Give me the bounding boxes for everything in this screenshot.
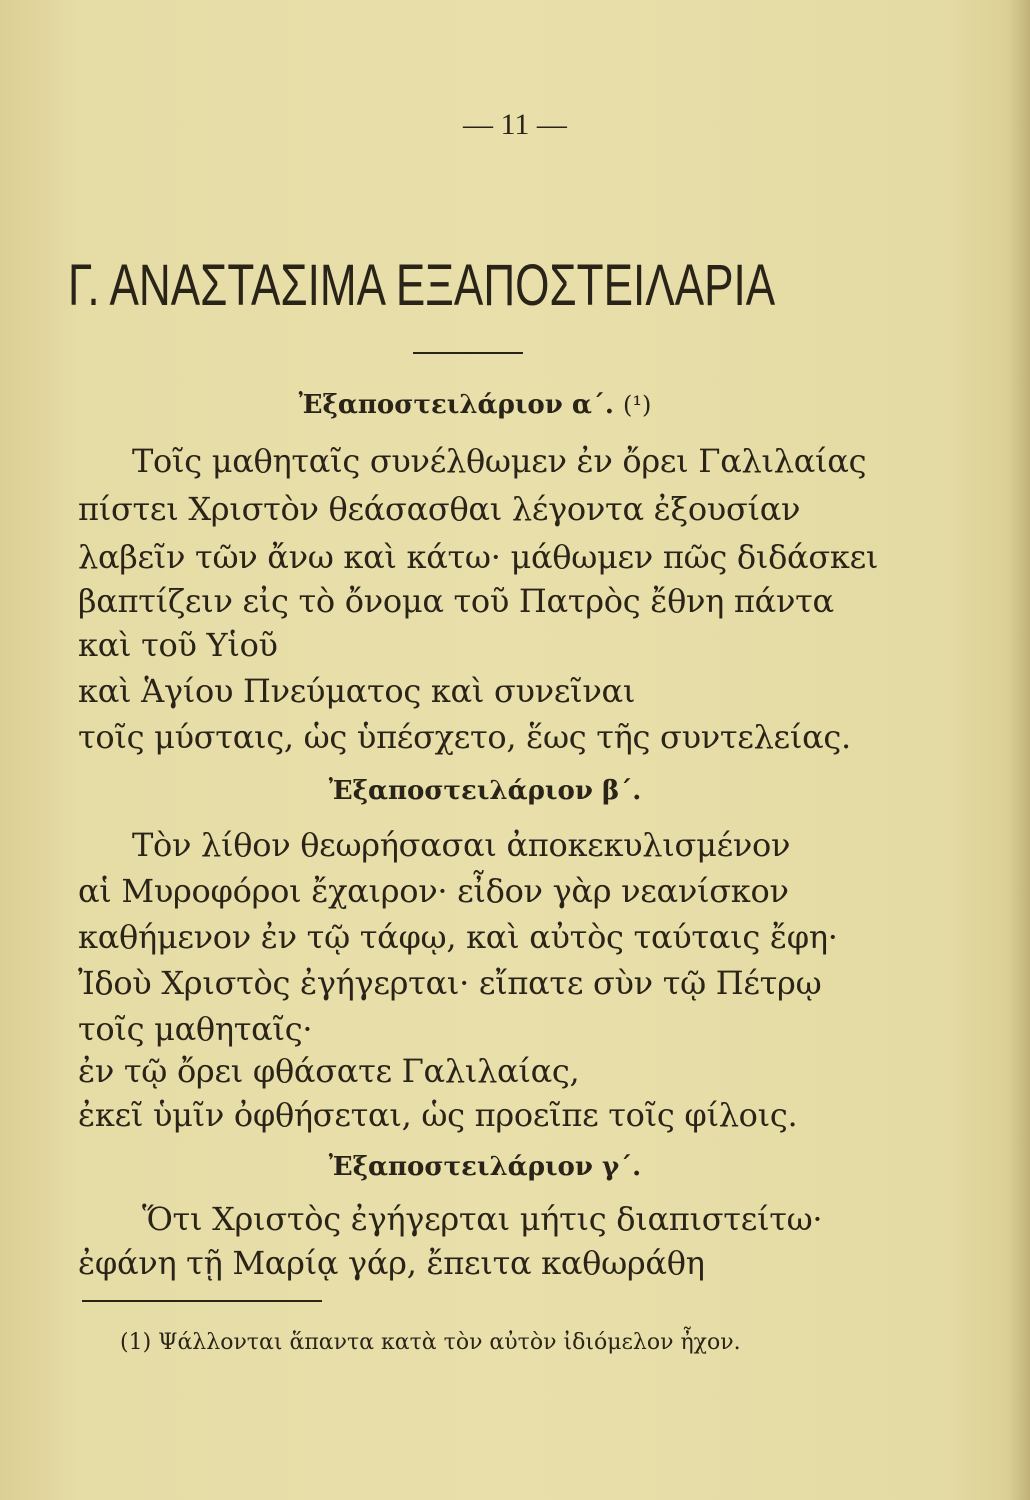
verse-line: ἐν τῷ ὄρει φθάσατε Γαλιλαίας, — [78, 1052, 580, 1090]
page-number: — 11 — — [463, 108, 567, 141]
section-heading-3 — [0, 1152, 1000, 1182]
verse-line: Τὸν λίθον θεωρήσασαι ἀποκεκυλισμένον — [132, 826, 791, 864]
section-heading-1-text: Ἐξαποστειλάριον α΄. — [298, 390, 614, 420]
chapter-title: Γ. ΑΝΑΣΤΑΣΙΜΑ ΕΞΑΠΟΣΤΕΙΛΑΡΙΑ — [68, 253, 776, 318]
section-heading-1 — [0, 390, 990, 420]
verse-line: Τοῖς μαθηταῖς συνέλθωμεν ἐν ὄρει Γαλιλαίας — [132, 442, 867, 480]
page-edge-shadow — [1008, 0, 1030, 1500]
section-heading-2 — [0, 776, 1000, 806]
title-divider — [413, 352, 523, 354]
footnote-reference: (¹) — [623, 391, 652, 419]
verse-line: καθήμενον ἐν τῷ τάφῳ, καὶ αὐτὸς ταύταις ἔφη· — [78, 918, 838, 956]
footnote: (1) Ψάλλονται ἅπαντα κατὰ τὸν αὐτὸν ἰδιόμελον ἦχον. — [120, 1330, 741, 1355]
verse-line: Ἰδοὺ Χριστὸς ἐγήγερται· εἴπατε σὺν τῷ Πέτρῳ — [78, 964, 822, 1002]
verse-line: καὶ Ἁγίου Πνεύματος καὶ συνεῖναι — [78, 672, 636, 710]
verse-line: πίστει Χριστὸν θεάσασθαι λέγοντα ἐξουσίαν — [78, 490, 801, 528]
verse-line: τοῖς μύσταις, ὡς ὑπέσχετο, ἕως τῆς συντελείας. — [78, 718, 851, 756]
verse-line: καὶ τοῦ Υἱοῦ — [78, 626, 278, 664]
verse-line: ἐκεῖ ὑμῖν ὀφθήσεται, ὡς προεῖπε τοῖς φίλοις. — [78, 1096, 798, 1134]
section-heading-2-text: Ἐξαποστειλάριον β΄. — [328, 776, 642, 806]
footnote-divider — [82, 1300, 322, 1302]
verse-line: Ὅτι Χριστὸς ἐγήγερται μήτις διαπιστείτω· — [142, 1200, 823, 1238]
verse-line: αἱ Μυροφόροι ἔχαιρον· εἶδον γὰρ νεανίσκον — [78, 872, 789, 910]
verse-line: λαβεῖν τῶν ἄνω καὶ κάτω· μάθωμεν πῶς διδάσκει — [78, 538, 879, 576]
verse-line: βαπτίζειν εἰς τὸ ὄνομα τοῦ Πατρὸς ἔθνη πάντα — [78, 582, 834, 620]
verse-line: ἐφάνη τῇ Μαρίᾳ γάρ, ἔπειτα καθωράθη — [78, 1244, 705, 1282]
verse-line: τοῖς μαθηταῖς· — [78, 1010, 313, 1048]
section-heading-3-text: Ἐξαποστειλάριον γ΄. — [328, 1152, 642, 1182]
